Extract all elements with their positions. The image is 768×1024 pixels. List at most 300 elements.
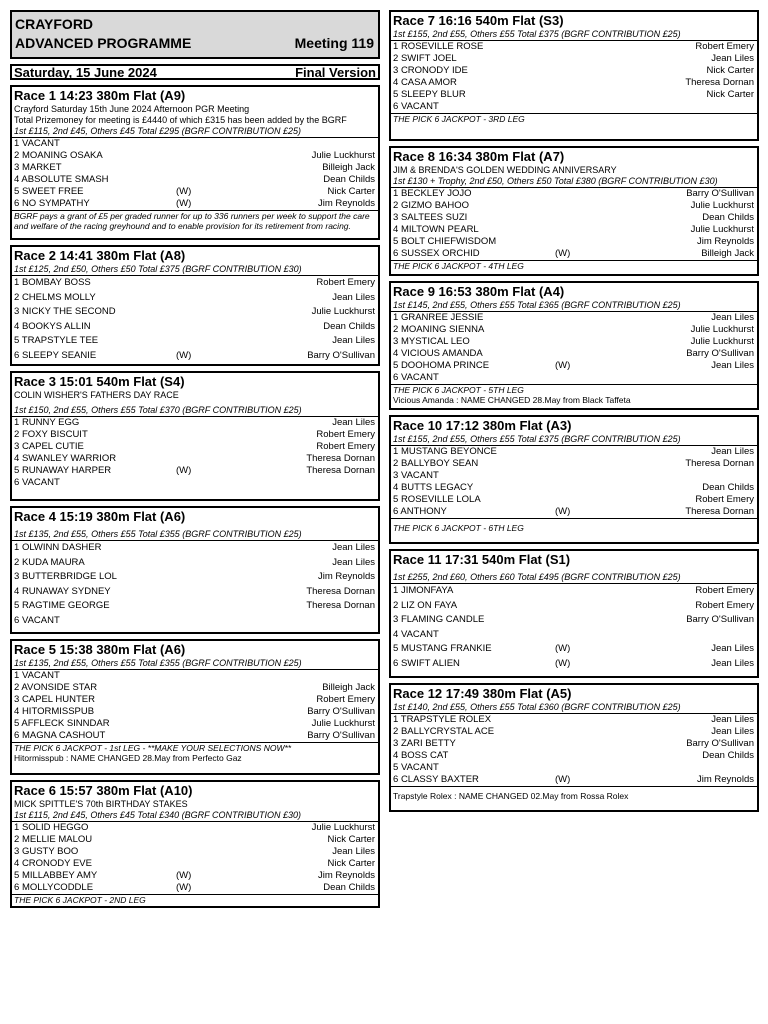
race-title: Race 1 14:23 380m Flat (A9) — [14, 88, 186, 103]
trap-number: 6 — [14, 349, 20, 361]
trainer-name: Jim Reynolds — [317, 870, 375, 881]
runner-row — [391, 89, 757, 101]
trap-number: 3 — [14, 306, 20, 317]
trap-number: 6 — [14, 730, 20, 741]
runner-entry — [393, 101, 439, 112]
runner-entry — [393, 738, 456, 749]
dog-name: ABSOLUTE SMASH — [21, 174, 109, 185]
race-title: Race 3 15:01 540m Flat (S4) — [14, 374, 185, 389]
runner-entry — [14, 150, 103, 161]
trainer-name: Jean Liles — [711, 643, 754, 654]
race-title: Race 11 17:31 540m Flat (S1) — [393, 552, 571, 567]
runner-entry — [14, 198, 90, 209]
runner-row — [12, 846, 378, 858]
runner-entry — [393, 348, 483, 359]
runner-entry — [393, 750, 448, 761]
runner-row — [12, 870, 378, 882]
trap-number: 2 — [14, 150, 20, 161]
runner-row — [391, 53, 757, 65]
runner-entry — [393, 506, 447, 517]
dog-name: GUSTY BOO — [21, 846, 79, 857]
dog-name: ROSEVILLE LOLA — [400, 494, 481, 505]
trap-number: 6 — [393, 506, 399, 517]
runner-entry — [14, 162, 62, 173]
runner-entry — [14, 417, 79, 428]
runner-entry — [14, 174, 109, 185]
runner-entry — [14, 453, 116, 464]
dog-name: VACANT — [400, 470, 439, 481]
trainer-name: Robert Emery — [316, 429, 375, 440]
runner-entry — [393, 494, 481, 505]
runner-row — [391, 360, 757, 372]
race-title: Race 2 14:41 380m Flat (A8) — [14, 248, 186, 263]
left-column — [10, 10, 380, 913]
trap-number: 1 — [14, 670, 20, 681]
runner-row — [12, 291, 378, 306]
trap-number: 2 — [14, 291, 20, 303]
dog-name: BOSS CAT — [400, 750, 449, 761]
dog-name: MILTOWN PEARL — [400, 224, 479, 235]
runner-row — [391, 336, 757, 348]
runner-row — [12, 174, 378, 186]
runner-row — [12, 334, 378, 349]
trainer-name: Theresa Dornan — [306, 465, 375, 476]
runner-row — [12, 570, 378, 585]
trap-number: 1 — [14, 138, 20, 149]
prize-money: 1st £140, 2nd £55, Others £55 Total £360 (BGRF CONTRIBUTION £25) — [391, 702, 757, 714]
race-card — [10, 371, 380, 501]
trap-number: 2 — [393, 53, 399, 64]
trainer-name: Nick Carter — [706, 89, 754, 100]
race-note: THE PICK 6 JACKPOT - 6TH LEG — [393, 523, 524, 533]
dog-name: MARKET — [21, 162, 62, 173]
prize-money: 1st £135, 2nd £55, Others £55 Total £355 (BGRF CONTRIBUTION £25) — [12, 529, 378, 541]
trap-number: 1 — [14, 417, 20, 428]
prize-money: 1st £155, 2nd £55, Others £55 Total £375 (BGRF CONTRIBUTION £25) — [391, 29, 757, 41]
right-column — [389, 10, 759, 817]
trap-number: 2 — [14, 682, 20, 693]
dog-name: VACANT — [400, 762, 439, 773]
trap-number: 6 — [14, 882, 20, 893]
runner-entry — [393, 774, 479, 785]
race-card — [389, 146, 759, 276]
dog-name: ZARI BETTY — [400, 738, 456, 749]
trainer-name: Robert Emery — [695, 585, 754, 596]
runner-entry — [14, 465, 111, 476]
trap-number: 5 — [14, 465, 20, 476]
trainer-name: Billeigh Jack — [701, 248, 754, 259]
runner-entry — [14, 730, 105, 741]
runner-entry — [14, 718, 110, 729]
trainer-name: Jim Reynolds — [317, 571, 375, 582]
trap-number: 3 — [393, 470, 399, 481]
runner-row — [12, 585, 378, 600]
trainer-name: Robert Emery — [695, 494, 754, 505]
trainer-name: Jean Liles — [711, 714, 754, 725]
runner-entry — [393, 236, 496, 247]
trap-number: 1 — [393, 312, 399, 323]
trap-number: 2 — [14, 834, 20, 845]
runner-row — [391, 774, 757, 787]
dog-name: MILLABBEY AMY — [21, 870, 98, 881]
trainer-name: Jean Liles — [332, 417, 375, 428]
runner-entry — [14, 542, 101, 553]
trainer-name: Jean Liles — [711, 360, 754, 371]
runner-row — [12, 429, 378, 441]
runner-entry — [393, 53, 457, 64]
dog-name: LIZ ON FAYA — [400, 599, 458, 611]
runner-entry — [393, 614, 484, 625]
dog-name: SOLID HEGGO — [21, 822, 89, 833]
dog-name: BALLYCRYSTAL ACE — [400, 726, 495, 737]
trainer-name: Julie Luckhurst — [311, 150, 375, 161]
dog-name: SALTEES SUZI — [400, 212, 468, 223]
runner-row — [12, 706, 378, 718]
trap-number: 6 — [393, 248, 399, 259]
trap-number: 5 — [393, 236, 399, 247]
dog-name: VACANT — [21, 614, 60, 626]
meeting-number: Meeting 119 — [294, 35, 374, 51]
dog-name: RAGTIME GEORGE — [21, 600, 110, 611]
runner-row — [12, 541, 378, 556]
trainer-name: Barry O'Sullivan — [686, 188, 754, 199]
runner-row — [391, 642, 757, 657]
trap-number: 5 — [393, 643, 399, 654]
trap-number: 4 — [393, 750, 399, 761]
trap-number: 1 — [393, 446, 399, 457]
wide-runner-flag: (W) — [176, 186, 192, 197]
wide-runner-flag: (W) — [176, 882, 192, 893]
race-card — [10, 245, 380, 366]
trainer-name: Jean Liles — [332, 542, 375, 553]
race-card — [10, 639, 380, 775]
dog-name: MUSTANG FRANKIE — [400, 643, 492, 654]
trap-number: 2 — [14, 556, 20, 568]
trap-number: 5 — [393, 494, 399, 505]
trap-number: 1 — [393, 714, 399, 725]
race-card — [389, 281, 759, 410]
trainer-name: Theresa Dornan — [685, 77, 754, 88]
trap-number: 4 — [393, 628, 399, 640]
dog-name: CAPEL HUNTER — [21, 694, 95, 705]
trap-number: 4 — [14, 174, 20, 185]
runner-entry — [14, 670, 60, 681]
runner-entry — [393, 336, 470, 347]
meeting-date: Saturday, 15 June 2024 — [14, 64, 157, 80]
runner-entry — [393, 629, 439, 640]
runner-row — [12, 465, 378, 477]
trainer-name: Robert Emery — [695, 599, 754, 611]
race-info: Crayford Saturday 15th June 2024 Afternoon PGR Meeting — [14, 104, 250, 114]
trainer-name: Dean Childs — [323, 320, 375, 332]
trap-number: 3 — [393, 65, 399, 76]
runner-row — [391, 584, 757, 599]
runner-row — [12, 730, 378, 743]
header-programme-row — [15, 34, 374, 53]
runner-row — [391, 599, 757, 614]
trainer-name: Theresa Dornan — [306, 585, 375, 597]
race-info: Total Prizemoney for meeting is £4440 of which £315 has been added by the BGRF — [14, 115, 347, 125]
trainer-name: Julie Luckhurst — [311, 822, 375, 833]
dog-name: KUDA MAURA — [21, 556, 85, 568]
runner-entry — [14, 615, 60, 626]
runner-row — [12, 441, 378, 453]
runner-row — [12, 718, 378, 730]
dog-name: AFFLECK SINNDAR — [21, 718, 110, 729]
trap-number: 5 — [14, 870, 20, 881]
runner-row — [391, 628, 757, 643]
trap-number: 5 — [14, 335, 20, 346]
dog-name: BOLT CHIEFWISDOM — [400, 236, 497, 247]
trap-number: 6 — [393, 657, 399, 669]
dog-name: SWANLEY WARRIOR — [21, 453, 117, 464]
race-title: Race 4 15:19 380m Flat (A6) — [14, 509, 186, 524]
trainer-name: Dean Childs — [323, 174, 375, 185]
trainer-name: Nick Carter — [327, 858, 375, 869]
dog-name: BUTTERBRIDGE LOL — [21, 571, 117, 582]
trap-number: 2 — [393, 726, 399, 737]
race-title: Race 8 16:34 380m Flat (A7) — [393, 149, 565, 164]
dog-name: SWIFT JOEL — [400, 53, 457, 64]
dog-name: CASA AMOR — [400, 77, 457, 88]
runner-entry — [14, 557, 85, 568]
trainer-name: Nick Carter — [327, 186, 375, 197]
runner-row — [391, 212, 757, 224]
runner-entry — [14, 682, 97, 693]
trainer-name: Julie Luckhurst — [690, 224, 754, 235]
trainer-name: Robert Emery — [316, 694, 375, 705]
trainer-name: Jean Liles — [711, 657, 754, 669]
runner-row — [391, 446, 757, 458]
runner-entry — [393, 658, 460, 669]
runner-row — [12, 150, 378, 162]
trap-number: 4 — [393, 348, 399, 359]
trainer-name: Julie Luckhurst — [311, 306, 375, 317]
prize-money: 1st £130 + Trophy, 2nd £50, Others £50 Total £380 (BGRF CONTRIBUTION £30) — [391, 176, 757, 188]
dog-name: VACANT — [400, 372, 439, 383]
runner-entry — [393, 200, 469, 211]
race-note: THE PICK 6 JACKPOT - 2ND LEG — [14, 895, 146, 905]
runner-entry — [14, 429, 88, 440]
trainer-name: Julie Luckhurst — [690, 336, 754, 347]
trainer-name: Jean Liles — [711, 53, 754, 64]
runner-entry — [14, 870, 97, 881]
trainer-name: Billeigh Jack — [322, 162, 375, 173]
dog-name: MOANING OSAKA — [21, 150, 103, 161]
race-info: COLIN WISHER'S FATHERS DAY RACE — [14, 390, 179, 400]
runner-entry — [393, 726, 494, 737]
runner-entry — [14, 822, 88, 833]
trap-number: 3 — [14, 441, 20, 452]
trainer-name: Dean Childs — [702, 212, 754, 223]
runner-row — [12, 822, 378, 834]
trainer-name: Jim Reynolds — [696, 774, 754, 785]
trap-number: 5 — [393, 89, 399, 100]
race-title: Race 6 15:57 380m Flat (A10) — [14, 783, 193, 798]
prize-money: 1st £115, 2nd £45, Others £45 Total £340 (BGRF CONTRIBUTION £30) — [12, 810, 378, 822]
trap-number: 6 — [393, 372, 399, 383]
trap-number: 3 — [14, 571, 20, 582]
runner-row — [391, 482, 757, 494]
runner-entry — [14, 335, 98, 346]
runner-entry — [14, 321, 91, 332]
trap-number: 1 — [14, 822, 20, 833]
dog-name: CHELMS MOLLY — [21, 291, 96, 303]
trainer-name: Dean Childs — [702, 750, 754, 761]
dog-name: NO SYMPATHY — [21, 198, 90, 209]
trainer-name: Dean Childs — [702, 482, 754, 493]
runner-row — [12, 614, 378, 629]
prize-money: 1st £155, 2nd £55, Others £55 Total £375 (BGRF CONTRIBUTION £25) — [391, 434, 757, 446]
dog-name: VACANT — [21, 138, 60, 149]
trainer-name: Jean Liles — [332, 291, 375, 303]
dog-name: GIZMO BAHOO — [400, 200, 470, 211]
runner-entry — [393, 470, 439, 481]
runner-row — [391, 65, 757, 77]
runner-entry — [14, 694, 95, 705]
trap-number: 3 — [14, 846, 20, 857]
runner-entry — [393, 41, 483, 52]
trainer-name: Robert Emery — [695, 41, 754, 52]
track-name: CRAYFORD — [15, 16, 94, 32]
dog-name: SLEEPY SEANIE — [21, 349, 97, 361]
trainer-name: Nick Carter — [327, 834, 375, 845]
runner-row — [391, 494, 757, 506]
header-track-row — [15, 15, 374, 34]
wide-runner-flag: (W) — [176, 198, 192, 209]
dog-name: TRAPSTYLE ROLEX — [400, 714, 492, 725]
race-card — [389, 549, 759, 678]
runner-entry — [393, 324, 484, 335]
runner-row — [12, 417, 378, 429]
runner-entry — [14, 138, 60, 149]
dog-name: NICKY THE SECOND — [21, 306, 116, 317]
trap-number: 4 — [14, 453, 20, 464]
runner-entry — [393, 312, 483, 323]
runner-entry — [14, 834, 92, 845]
trap-number: 1 — [14, 277, 20, 288]
trap-number: 2 — [393, 599, 399, 611]
runner-entry — [393, 372, 439, 383]
trap-number: 1 — [393, 585, 399, 596]
runner-entry — [14, 292, 96, 303]
wide-runner-flag: (W) — [555, 774, 571, 785]
runner-entry — [14, 277, 91, 288]
race-note: Hitormisspub : NAME CHANGED 28.May from Perfecto Gaz — [14, 753, 242, 763]
runner-entry — [14, 846, 78, 857]
runner-row — [391, 762, 757, 774]
date-bar — [10, 64, 380, 80]
trainer-name: Jim Reynolds — [317, 198, 375, 209]
runner-row — [391, 248, 757, 261]
trainer-name: Theresa Dornan — [685, 506, 754, 517]
trap-number: 5 — [14, 600, 20, 611]
trainer-name: Jean Liles — [711, 446, 754, 457]
runner-row — [391, 458, 757, 470]
runner-entry — [393, 714, 491, 725]
dog-name: RUNNY EGG — [21, 417, 80, 428]
runner-row — [391, 41, 757, 53]
trap-number: 5 — [393, 360, 399, 371]
runner-row — [12, 186, 378, 198]
runner-row — [12, 599, 378, 614]
trainer-name: Jean Liles — [332, 846, 375, 857]
trainer-name: Jean Liles — [332, 335, 375, 346]
race-note: THE PICK 6 JACKPOT - 1st LEG - **MAKE YOUR SELECTIONS NOW** — [14, 743, 292, 753]
race-card — [10, 85, 380, 240]
trap-number: 5 — [393, 762, 399, 773]
race-title: Race 10 17:12 380m Flat (A3) — [393, 418, 572, 433]
trap-number: 4 — [14, 320, 20, 332]
dog-name: AVONSIDE STAR — [21, 682, 98, 693]
race-title: Race 12 17:49 380m Flat (A5) — [393, 686, 572, 701]
race-note: THE PICK 6 JACKPOT - 5TH LEG — [393, 385, 524, 395]
programme-title: ADVANCED PROGRAMME — [15, 35, 192, 51]
dog-name: DOOHOMA PRINCE — [400, 360, 490, 371]
dog-name: FOXY BISCUIT — [21, 429, 88, 440]
runner-entry — [14, 706, 94, 717]
dog-name: MAGNA CASHOUT — [21, 730, 106, 741]
trap-number: 6 — [14, 198, 20, 209]
trainer-name: Barry O'Sullivan — [686, 738, 754, 749]
runner-row — [391, 613, 757, 628]
runner-entry — [393, 600, 457, 611]
dog-name: BECKLEY JOJO — [400, 188, 472, 199]
dog-name: JIMONFAYA — [400, 585, 454, 596]
wide-runner-flag: (W) — [176, 349, 192, 361]
dog-name: ANTHONY — [400, 506, 447, 517]
runner-row — [12, 670, 378, 682]
runner-row — [391, 312, 757, 324]
trap-number: 3 — [393, 336, 399, 347]
dog-name: SUSSEX ORCHID — [400, 248, 480, 259]
runner-row — [12, 349, 378, 364]
runner-entry — [393, 585, 453, 596]
trap-number: 2 — [14, 429, 20, 440]
runner-entry — [393, 212, 467, 223]
dog-name: CAPEL CUTIE — [21, 441, 84, 452]
dog-name: HITORMISSPUB — [21, 706, 95, 717]
runner-row — [391, 188, 757, 200]
race-note: BGRF pays a grant of £5 per graded runner for up to 336 runners per week to support the care and welfare of the racing greyhound and to enable provision for its retirement from racing. — [14, 211, 370, 231]
runner-entry — [393, 458, 478, 469]
race-card — [389, 683, 759, 812]
runner-row — [12, 276, 378, 291]
trap-number: 3 — [393, 212, 399, 223]
race-title: Race 7 16:16 540m Flat (S3) — [393, 13, 564, 28]
trap-number: 2 — [393, 324, 399, 335]
runner-row — [391, 714, 757, 726]
trainer-name: Julie Luckhurst — [311, 718, 375, 729]
runner-entry — [14, 882, 93, 893]
runner-entry — [393, 248, 480, 259]
runner-entry — [393, 643, 492, 654]
dog-name: CRONODY IDE — [400, 65, 468, 76]
dog-name: BALLYBOY SEAN — [400, 458, 479, 469]
programme-version: Final Version — [295, 64, 376, 80]
runner-row — [12, 453, 378, 465]
runner-row — [12, 858, 378, 870]
runner-row — [12, 162, 378, 174]
race-title: Race 9 16:53 380m Flat (A4) — [393, 284, 565, 299]
wide-runner-flag: (W) — [555, 643, 571, 654]
trainer-name: Nick Carter — [706, 65, 754, 76]
runner-entry — [393, 188, 472, 199]
race-info: MICK SPITTLE'S 70th BIRTHDAY STAKES — [14, 799, 188, 809]
trap-number: 3 — [393, 738, 399, 749]
runner-entry — [14, 350, 96, 361]
trap-number: 2 — [393, 458, 399, 469]
